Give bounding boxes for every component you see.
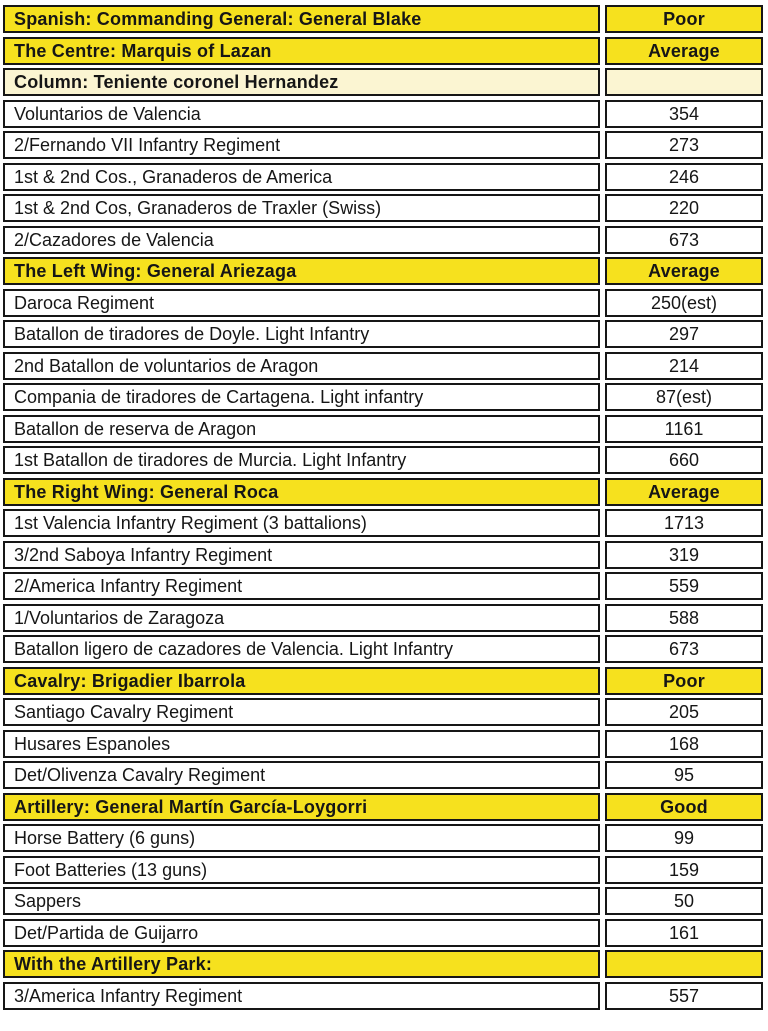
rating-cell (605, 950, 763, 978)
table-row (3, 541, 763, 569)
unit-name-cell: Batallon ligero de cazadores de Valencia. Light Infantry (3, 635, 600, 663)
unit-name-cell: Voluntarios de Valencia (3, 100, 600, 128)
strength-cell: 99 (605, 824, 763, 852)
unit-name-cell: 3/America Infantry Regiment (3, 982, 600, 1010)
rating-cell: Poor (605, 667, 763, 695)
rating-cell: Average (605, 37, 763, 65)
strength-cell: 161 (605, 919, 763, 947)
unit-name-cell: Horse Battery (6 guns) (3, 824, 600, 852)
strength-cell: 673 (605, 226, 763, 254)
unit-name-cell: 1st & 2nd Cos., Granaderos de America (3, 163, 600, 191)
strength-cell: 297 (605, 320, 763, 348)
strength-cell: 220 (605, 194, 763, 222)
table-row (3, 37, 763, 65)
table-row (3, 194, 763, 222)
table-row (3, 919, 763, 947)
strength-cell: 319 (605, 541, 763, 569)
unit-name-cell: Compania de tiradores de Cartagena. Light infantry (3, 383, 600, 411)
table-row (3, 257, 763, 285)
unit-name-cell: Det/Partida de Guijarro (3, 919, 600, 947)
table-row (3, 320, 763, 348)
table-row (3, 824, 763, 852)
strength-cell: 557 (605, 982, 763, 1010)
unit-name-cell: 2/Cazadores de Valencia (3, 226, 600, 254)
strength-cell: 660 (605, 446, 763, 474)
section-header-cell: The Right Wing: General Roca (3, 478, 600, 506)
strength-cell: 1713 (605, 509, 763, 537)
table-row (3, 383, 763, 411)
rating-cell: Poor (605, 5, 763, 33)
unit-name-cell: 2/Fernando VII Infantry Regiment (3, 131, 600, 159)
table-row (3, 68, 763, 96)
unit-name-cell: Det/Olivenza Cavalry Regiment (3, 761, 600, 789)
table-row (3, 478, 763, 506)
table-row (3, 226, 763, 254)
table-row (3, 950, 763, 978)
table-row (3, 100, 763, 128)
table-row (3, 604, 763, 632)
rating-cell: Good (605, 793, 763, 821)
unit-name-cell: Husares Espanoles (3, 730, 600, 758)
section-header-cell: The Left Wing: General Ariezaga (3, 257, 600, 285)
strength-cell: 214 (605, 352, 763, 380)
unit-name-cell: Sappers (3, 887, 600, 915)
unit-name-cell: Daroca Regiment (3, 289, 600, 317)
table-row (3, 793, 763, 821)
strength-cell: 1161 (605, 415, 763, 443)
table-row (3, 635, 763, 663)
table-row (3, 446, 763, 474)
unit-name-cell: 3/2nd Saboya Infantry Regiment (3, 541, 600, 569)
unit-name-cell: 1st & 2nd Cos, Granaderos de Traxler (Swiss) (3, 194, 600, 222)
strength-cell: 95 (605, 761, 763, 789)
table-row (3, 856, 763, 884)
strength-cell: 159 (605, 856, 763, 884)
table-row (3, 887, 763, 915)
rating-cell (605, 68, 763, 96)
unit-name-cell: 2/America Infantry Regiment (3, 572, 600, 600)
strength-cell: 246 (605, 163, 763, 191)
order-of-battle-table (3, 5, 763, 1010)
strength-cell: 588 (605, 604, 763, 632)
table-row (3, 572, 763, 600)
strength-cell: 168 (605, 730, 763, 758)
table-row (3, 982, 763, 1010)
table-row (3, 761, 763, 789)
unit-name-cell: 1/Voluntarios de Zaragoza (3, 604, 600, 632)
strength-cell: 273 (605, 131, 763, 159)
unit-name-cell: Batallon de tiradores de Doyle. Light Infantry (3, 320, 600, 348)
unit-name-cell: 2nd Batallon de voluntarios de Aragon (3, 352, 600, 380)
unit-name-cell: Foot Batteries (13 guns) (3, 856, 600, 884)
table-row (3, 163, 763, 191)
table-row (3, 509, 763, 537)
unit-name-cell: 1st Batallon de tiradores de Murcia. Light Infantry (3, 446, 600, 474)
section-header-cell: Column: Teniente coronel Hernandez (3, 68, 600, 96)
table-row (3, 5, 763, 33)
strength-cell: 87(est) (605, 383, 763, 411)
table-row (3, 289, 763, 317)
rating-cell: Average (605, 478, 763, 506)
section-header-cell: With the Artillery Park: (3, 950, 600, 978)
unit-name-cell: 1st Valencia Infantry Regiment (3 battalions) (3, 509, 600, 537)
section-header-cell: Cavalry: Brigadier Ibarrola (3, 667, 600, 695)
strength-cell: 673 (605, 635, 763, 663)
section-header-cell: Artillery: General Martín García-Loygorri (3, 793, 600, 821)
strength-cell: 250(est) (605, 289, 763, 317)
unit-name-cell: Santiago Cavalry Regiment (3, 698, 600, 726)
table-row (3, 730, 763, 758)
section-header-cell: The Centre: Marquis of Lazan (3, 37, 600, 65)
unit-name-cell: Batallon de reserva de Aragon (3, 415, 600, 443)
table-row (3, 352, 763, 380)
strength-cell: 559 (605, 572, 763, 600)
table-row (3, 698, 763, 726)
strength-cell: 50 (605, 887, 763, 915)
table-row (3, 415, 763, 443)
table-row (3, 131, 763, 159)
rating-cell: Average (605, 257, 763, 285)
table-row (3, 667, 763, 695)
strength-cell: 354 (605, 100, 763, 128)
section-header-cell: Spanish: Commanding General: General Blake (3, 5, 600, 33)
strength-cell: 205 (605, 698, 763, 726)
